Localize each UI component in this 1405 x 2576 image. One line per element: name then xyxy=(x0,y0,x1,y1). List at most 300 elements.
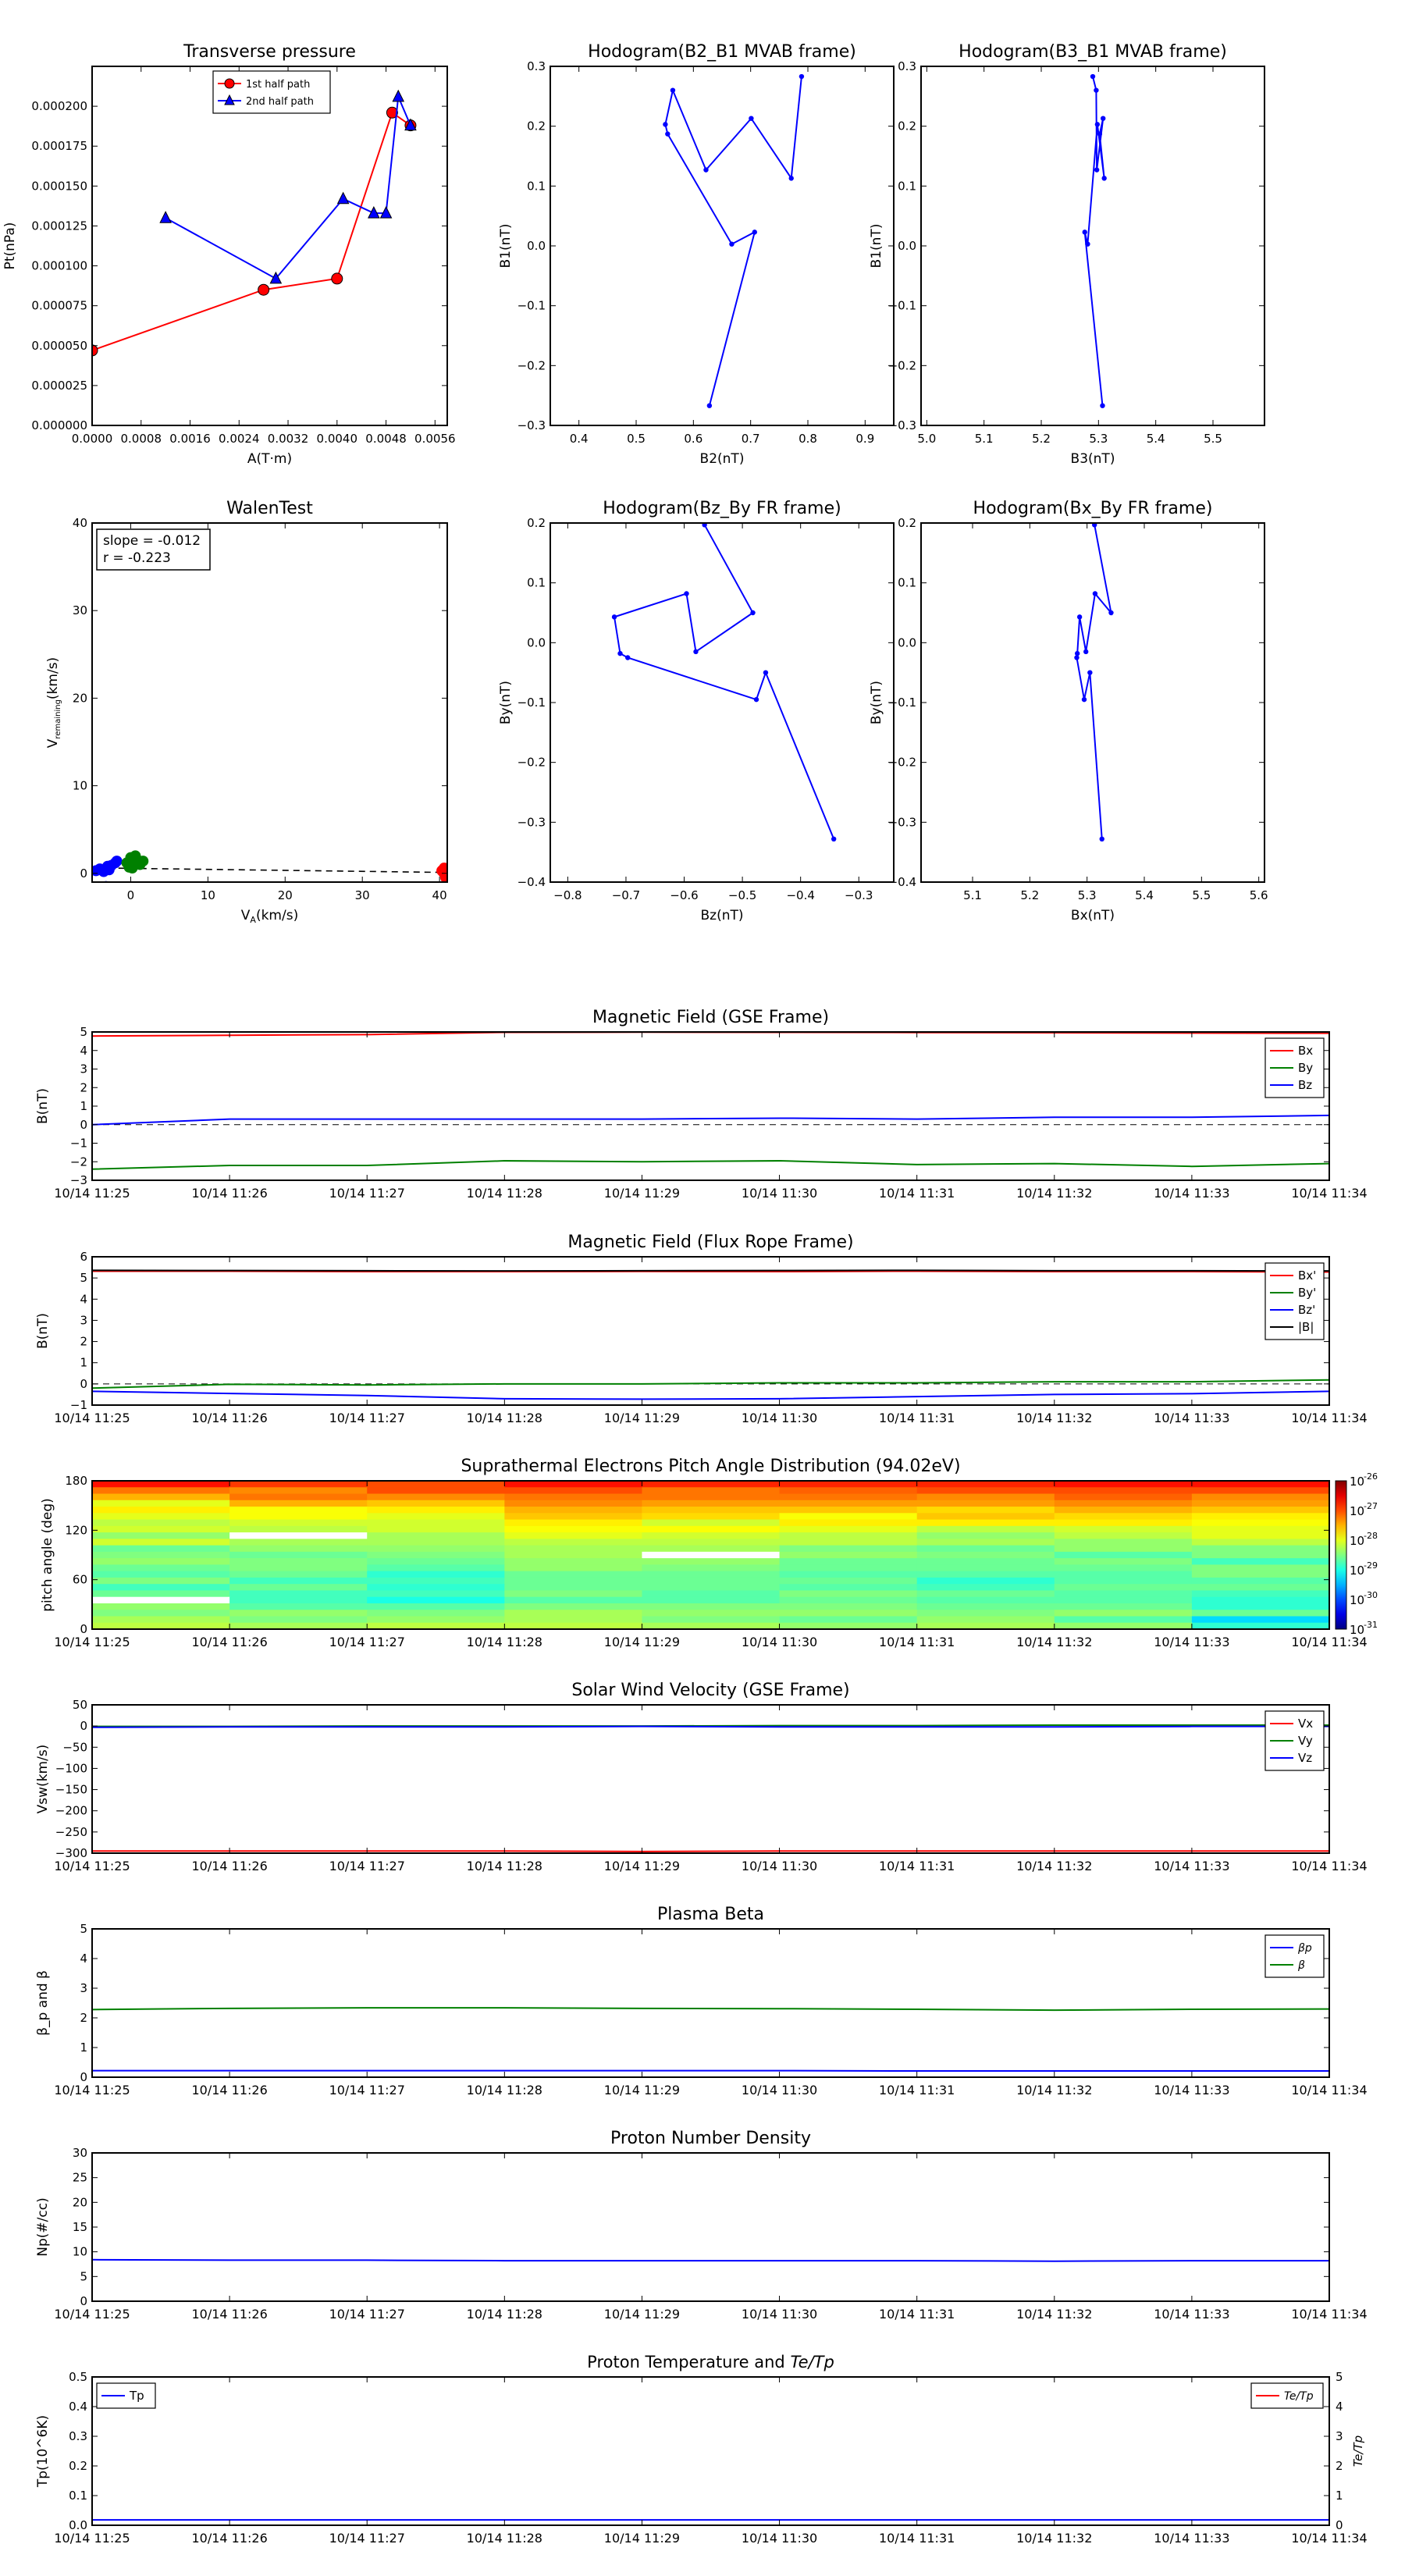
axes-frame xyxy=(550,66,894,425)
heatmap-cell xyxy=(367,1603,505,1610)
x-tick-label: 10/14 11:33 xyxy=(1154,1186,1230,1201)
y-tick-label: 120 xyxy=(65,1523,87,1538)
series-0-point xyxy=(1101,176,1106,180)
heatmap-cell xyxy=(92,1494,230,1501)
y2-axis-label: Te/Tp xyxy=(1351,2435,1365,2467)
legend-label: Bz' xyxy=(1298,1303,1316,1317)
y-tick-label: 0.000075 xyxy=(31,298,87,313)
x-tick-label: 5.6 xyxy=(1249,888,1268,902)
chart-title xyxy=(587,2353,834,2371)
x-tick-label: 10/14 11:27 xyxy=(329,1411,405,1425)
plot-area xyxy=(91,850,451,906)
legend-marker xyxy=(225,79,234,88)
series-bz--line xyxy=(92,1391,1329,1399)
heatmap-cell xyxy=(642,1616,780,1623)
y-tick-label: 30 xyxy=(72,603,87,618)
x-tick-label: 5.0 xyxy=(917,432,937,446)
series-2nd-half-path-point xyxy=(160,212,171,222)
y2-tick-label: 4 xyxy=(1336,2400,1343,2414)
series-0-point xyxy=(1094,167,1099,172)
x-tick-label: 10/14 11:30 xyxy=(741,2531,818,2546)
axes-frame xyxy=(550,523,894,882)
x-tick-label: 0.4 xyxy=(569,432,589,446)
heatmap-cell xyxy=(642,1578,780,1585)
heatmap-cell xyxy=(642,1597,780,1604)
x-tick-label: 5.1 xyxy=(963,888,982,902)
panel-hodo2 xyxy=(869,42,1264,467)
x-tick-label: 0.0032 xyxy=(267,432,309,446)
x-tick-label: 5.2 xyxy=(1032,432,1051,446)
heatmap-cell xyxy=(917,1578,1055,1585)
heatmap-cell xyxy=(367,1578,505,1585)
panel-tp2 xyxy=(35,2353,1368,2546)
y-axis-label: pitch angle (deg) xyxy=(40,1498,55,1612)
heatmap-cell xyxy=(367,1481,505,1488)
heatmap-cell xyxy=(917,1532,1055,1539)
heatmap-cell xyxy=(780,1584,918,1591)
plot-area xyxy=(1074,522,1113,841)
heatmap-cell xyxy=(367,1571,505,1578)
series-0-point xyxy=(1095,122,1100,126)
x-tick-label: 10/14 11:34 xyxy=(1291,1186,1368,1201)
heatmap-cell xyxy=(917,1526,1055,1533)
chart-title-ratio: Te/Tp xyxy=(790,2353,834,2371)
colorbar-tick-label: 10 xyxy=(1350,1564,1365,1578)
y-tick-label: 2 xyxy=(80,1080,87,1095)
colorbar-tick-label: 10 xyxy=(1350,1504,1365,1518)
x-tick-label: 10/14 11:34 xyxy=(1291,2083,1368,2097)
x-tick-label: 10/14 11:34 xyxy=(1291,2531,1368,2546)
x-tick-label: 5.3 xyxy=(1089,432,1108,446)
plot-area xyxy=(92,2008,1329,2071)
x-tick-label: −0.6 xyxy=(670,888,699,902)
x-tick-label: −0.5 xyxy=(727,888,757,902)
heatmap-cell xyxy=(1192,1539,1330,1546)
series-0-line xyxy=(614,525,834,839)
heatmap-cell xyxy=(504,1532,642,1539)
heatmap-cell xyxy=(229,1616,368,1623)
heatmap-cell xyxy=(92,1487,230,1494)
x-tick-label: 10/14 11:30 xyxy=(741,1411,818,1425)
heatmap-cell xyxy=(780,1616,918,1623)
series-0-point xyxy=(1094,87,1098,92)
heatmap-cell xyxy=(1192,1597,1330,1604)
x-tick-label: 10/14 11:29 xyxy=(603,2307,681,2322)
chart-title: Transverse pressure xyxy=(183,42,356,62)
heatmap-cell xyxy=(642,1494,780,1501)
colorbar-tick-exponent: -30 xyxy=(1364,1590,1378,1600)
y2-tick-label: 5 xyxy=(1336,2370,1343,2384)
heatmap-cell xyxy=(229,1532,368,1539)
y-tick-label: 0.0 xyxy=(898,239,916,253)
legend2-label: Te/Tp xyxy=(1284,2390,1314,2403)
y-tick-label: 0.000025 xyxy=(31,378,87,393)
x-tick-label: 10/14 11:32 xyxy=(1016,2307,1093,2322)
y-tick-label: −0.2 xyxy=(517,358,546,373)
heatmap-cell xyxy=(367,1513,505,1520)
x-tick-label: 10/14 11:25 xyxy=(54,1635,130,1649)
series--b--line xyxy=(92,1270,1329,1271)
x-tick-label: 5.2 xyxy=(1020,888,1040,902)
heatmap-cell xyxy=(1055,1564,1193,1571)
plot-area xyxy=(92,2260,1329,2261)
x-tick-label: 10/14 11:27 xyxy=(329,1186,405,1201)
heatmap-cell xyxy=(917,1584,1055,1591)
heatmap-cell xyxy=(229,1558,368,1565)
heatmap-cell xyxy=(92,1584,230,1591)
colorbar-tick-label: 10 xyxy=(1350,1534,1365,1548)
x-tick-label: 10/14 11:25 xyxy=(54,2307,130,2322)
x-tick-label: 10/14 11:32 xyxy=(1016,1859,1093,1873)
legend-label: Bx xyxy=(1298,1044,1314,1058)
axes-frame xyxy=(92,1929,1329,2077)
x-tick-label: 0.0000 xyxy=(71,432,113,446)
x-tick-label: −0.3 xyxy=(845,888,873,902)
y-axis-label: Np(#/cc) xyxy=(35,2197,51,2257)
series-0-point xyxy=(729,242,734,247)
x-tick-label: 0.5 xyxy=(627,432,646,446)
chart-title: WalenTest xyxy=(226,499,313,518)
heatmap-cell xyxy=(917,1603,1055,1610)
y-tick-label: 0.0 xyxy=(898,635,916,650)
y-tick-label: −0.3 xyxy=(517,418,546,432)
heatmap-cell xyxy=(92,1610,230,1617)
heatmap-cell xyxy=(92,1597,230,1604)
heatmap-cell xyxy=(92,1526,230,1533)
heatmap-cell xyxy=(367,1584,505,1591)
y-tick-label: 40 xyxy=(72,516,87,530)
x-tick-label: 10/14 11:25 xyxy=(54,1411,130,1425)
heatmap-cell xyxy=(917,1564,1055,1571)
heatmap-cell xyxy=(780,1500,918,1507)
panel-hodo3 xyxy=(498,499,894,923)
legend-label: Bx' xyxy=(1298,1268,1317,1283)
x-tick-label: 10/14 11:33 xyxy=(1154,2531,1230,2546)
heatmap-cell xyxy=(229,1610,368,1617)
heatmap-cell xyxy=(780,1513,918,1520)
x-axis-label xyxy=(241,908,298,925)
heatmap-cell xyxy=(504,1564,642,1571)
heatmap-cell xyxy=(1055,1526,1193,1533)
heatmap-cell xyxy=(367,1597,505,1604)
y-tick-label: 20 xyxy=(72,691,87,706)
axes-frame xyxy=(92,2377,1329,2525)
x-tick-label: 5.5 xyxy=(1192,888,1211,902)
x-tick-label: 10/14 11:30 xyxy=(741,1859,818,1873)
heatmap-cell xyxy=(642,1564,780,1571)
chart-title: Proton Number Density xyxy=(610,2129,811,2148)
heatmap-cell xyxy=(504,1552,642,1559)
x-tick-label: 40 xyxy=(432,888,447,902)
x-tick-label: 10/14 11:26 xyxy=(191,1635,268,1649)
x-tick-label: 5.4 xyxy=(1146,432,1165,446)
heatmap-cell xyxy=(1192,1507,1330,1514)
annotation-text: slope = -0.012 xyxy=(103,533,201,549)
x-tick-label: −0.7 xyxy=(611,888,641,902)
x-tick-label: 10/14 11:26 xyxy=(191,1411,268,1425)
heatmap-cell xyxy=(1055,1487,1193,1494)
heatmap-cell xyxy=(1055,1584,1193,1591)
plot-area xyxy=(92,1725,1329,1852)
heatmap-cell xyxy=(642,1590,780,1597)
heatmap-cell xyxy=(504,1610,642,1617)
y2-tick-label: 3 xyxy=(1336,2429,1343,2443)
colorbar-tick-exponent: -27 xyxy=(1364,1501,1378,1511)
panel-beta xyxy=(35,1905,1368,2097)
x-tick-label: 10/14 11:32 xyxy=(1016,1186,1093,1201)
y-tick-label: 60 xyxy=(72,1572,87,1587)
heatmap-cell xyxy=(229,1494,368,1501)
chart-title: Hodogram(B2_B1 MVAB frame) xyxy=(588,42,856,62)
x-tick-label: 10/14 11:26 xyxy=(191,1859,268,1873)
heatmap-cell xyxy=(367,1526,505,1533)
heatmap-cell xyxy=(1192,1481,1330,1488)
heatmap-cell xyxy=(229,1584,368,1591)
heatmap-cell xyxy=(780,1520,918,1527)
y-tick-label: 0.2 xyxy=(898,119,916,133)
heatmap-cell xyxy=(917,1610,1055,1617)
series-0-point xyxy=(1087,670,1092,674)
x-tick-label: 10/14 11:34 xyxy=(1291,1411,1368,1425)
x-tick-label: 0.0048 xyxy=(365,432,407,446)
series-0-point xyxy=(617,651,622,656)
heatmap-cell xyxy=(1192,1610,1330,1617)
y-tick-label: −0.2 xyxy=(887,358,916,373)
x-tick-label: 5.3 xyxy=(1077,888,1097,902)
x-tick-label: 10/14 11:31 xyxy=(879,2531,955,2546)
y2-tick-label: 1 xyxy=(1336,2489,1343,2503)
chart-title: Magnetic Field (Flux Rope Frame) xyxy=(567,1233,854,1252)
heatmap-cell xyxy=(1192,1578,1330,1585)
x-tick-label: 0 xyxy=(126,888,135,902)
y-tick-label: 3 xyxy=(80,1062,87,1076)
y-tick-label: −0.4 xyxy=(517,875,546,889)
y-tick-label: −300 xyxy=(55,1846,87,1860)
x-tick-label: 10/14 11:26 xyxy=(191,2307,268,2322)
x-tick-label: 0.0040 xyxy=(316,432,358,446)
y-tick-label: 6 xyxy=(80,1250,87,1264)
series-0-point xyxy=(752,229,757,234)
heatmap-cell xyxy=(642,1539,780,1546)
series-0-point xyxy=(1082,697,1087,702)
y-axis-label: β_p and β xyxy=(35,1970,51,2036)
series-1-point xyxy=(137,856,148,866)
heatmap-cell xyxy=(1055,1539,1193,1546)
series-0-point xyxy=(831,837,836,841)
heatmap-cell xyxy=(1055,1532,1193,1539)
heatmap-cell xyxy=(1192,1603,1330,1610)
heatmap-cell xyxy=(367,1564,505,1571)
heatmap-cell xyxy=(1055,1597,1193,1604)
y-tick-label: 15 xyxy=(72,2220,87,2234)
heatmap-cell xyxy=(229,1481,368,1488)
heatmap-cell xyxy=(92,1500,230,1507)
x-tick-label: 10/14 11:34 xyxy=(1291,1635,1368,1649)
x-tick-label: 10/14 11:25 xyxy=(54,1186,130,1201)
heatmap-cell xyxy=(1055,1558,1193,1565)
x-tick-label: 10/14 11:31 xyxy=(879,1859,955,1873)
y-tick-label: 0.2 xyxy=(527,516,546,530)
legend-label: Tp xyxy=(130,2389,144,2403)
legend-label: Bz xyxy=(1298,1078,1313,1092)
plot-area xyxy=(87,91,416,356)
y-tick-label: 3 xyxy=(80,1981,87,1995)
x-tick-label: 10/14 11:26 xyxy=(191,2083,268,2097)
heatmap-cell xyxy=(504,1481,642,1488)
y-tick-label: −3 xyxy=(69,1173,87,1187)
colorbar xyxy=(1336,1481,1346,1629)
heatmap-cell xyxy=(92,1564,230,1571)
y-tick-label: −0.1 xyxy=(887,696,916,710)
y-tick-label: 2 xyxy=(80,2011,87,2025)
heatmap-cell xyxy=(1055,1552,1193,1559)
x-tick-label: 10/14 11:32 xyxy=(1016,1411,1093,1425)
y-tick-label: 0.000100 xyxy=(31,258,87,273)
heatmap-cell xyxy=(780,1578,918,1585)
y-tick-label: 5 xyxy=(80,1271,87,1286)
x-tick-label: 10/14 11:29 xyxy=(603,2531,681,2546)
heatmap-cell xyxy=(642,1610,780,1617)
x-tick-label: 10/14 11:27 xyxy=(329,1859,405,1873)
x-tick-label: 10/14 11:27 xyxy=(329,1635,405,1649)
legend-box xyxy=(1265,1935,1324,1977)
plot-area xyxy=(92,1270,1329,1399)
heatmap-cell xyxy=(1192,1552,1330,1559)
panel-bfr xyxy=(35,1233,1368,1425)
heatmap-cell xyxy=(780,1539,918,1546)
series-0-point xyxy=(98,896,108,907)
plot-area xyxy=(92,1032,1329,1169)
y-tick-label: 0.000050 xyxy=(31,338,87,353)
colorbar-tick-label: 10 xyxy=(1350,1623,1365,1637)
x-tick-label: 10/14 11:31 xyxy=(879,1411,955,1425)
y-tick-label: 0.3 xyxy=(898,59,916,73)
x-tick-label: 10/14 11:28 xyxy=(466,2307,542,2322)
x-tick-label: 10/14 11:26 xyxy=(191,2531,268,2546)
heatmap-cell xyxy=(1192,1564,1330,1571)
heatmap-cell xyxy=(1192,1532,1330,1539)
heatmap-cell xyxy=(229,1539,368,1546)
heatmap-cell xyxy=(504,1494,642,1501)
series-0-point xyxy=(1085,242,1090,247)
heatmap-cell xyxy=(642,1513,780,1520)
x-axis-label: B2(nT) xyxy=(699,451,745,467)
heatmap-cell xyxy=(92,1520,230,1527)
series-0-line xyxy=(1076,525,1111,839)
heatmap-cell xyxy=(1192,1546,1330,1553)
y-tick-label: 0 xyxy=(80,1622,87,1636)
heatmap-cell xyxy=(642,1571,780,1578)
colorbar-tick-exponent: -31 xyxy=(1364,1620,1378,1630)
x-tick-label: 5.1 xyxy=(974,432,994,446)
x-tick-label: 10/14 11:33 xyxy=(1154,2083,1230,2097)
annotation-text: r = -0.223 xyxy=(103,550,171,566)
series-1st-half-path-point xyxy=(332,273,343,284)
heatmap-cell xyxy=(504,1558,642,1565)
heatmap-cell xyxy=(1055,1494,1193,1501)
y-tick-label: −1 xyxy=(69,1398,87,1412)
heatmap-cell xyxy=(917,1597,1055,1604)
heatmap-cell xyxy=(367,1500,505,1507)
heatmap-cell xyxy=(917,1552,1055,1559)
heatmap-cell xyxy=(92,1603,230,1610)
heatmap-cell xyxy=(642,1526,780,1533)
y-tick-label: 0.1 xyxy=(527,179,546,194)
chart-title: Hodogram(Bz_By FR frame) xyxy=(603,499,841,518)
legend-label: 2nd half path xyxy=(246,96,314,108)
heatmap-cell xyxy=(1055,1481,1193,1488)
x-tick-label: 10/14 11:25 xyxy=(54,1859,130,1873)
heatmap-cell xyxy=(917,1481,1055,1488)
y-tick-label: 0.0 xyxy=(527,635,546,650)
series-0-point xyxy=(799,74,804,79)
x-tick-label: 0.0016 xyxy=(169,432,211,446)
panel-np xyxy=(35,2129,1368,2322)
heatmap-cell xyxy=(229,1507,368,1514)
series-0-point xyxy=(1090,74,1095,79)
heatmap-cell xyxy=(92,1481,230,1488)
series-0-point xyxy=(670,87,675,92)
series-1st-half-path-line xyxy=(92,112,411,350)
y-axis-label: Pt(nPa) xyxy=(2,222,18,270)
series-0-point xyxy=(693,649,698,654)
heatmap-cell xyxy=(92,1571,230,1578)
series-0-point xyxy=(663,122,667,126)
y-axis-label-sub: remaining xyxy=(54,699,62,739)
heatmap-cell xyxy=(92,1590,230,1597)
series-0-point xyxy=(763,670,768,674)
series-0-point xyxy=(1077,614,1082,619)
y-axis-label: By(nT) xyxy=(869,680,884,725)
heatmap-cell xyxy=(504,1520,642,1527)
heatmap-cell xyxy=(780,1558,918,1565)
y-tick-label: 0.4 xyxy=(69,2400,87,2414)
series-0-point xyxy=(1097,131,1102,136)
heatmap-cell xyxy=(780,1546,918,1553)
heatmap-cell xyxy=(780,1590,918,1597)
heatmap-cell xyxy=(1055,1610,1193,1617)
axes-frame xyxy=(92,1032,1329,1180)
heatmap-cell xyxy=(504,1597,642,1604)
heatmap-cell xyxy=(642,1532,780,1539)
y-axis-label: By(nT) xyxy=(498,680,514,725)
series-0-point xyxy=(707,404,712,408)
series-0-point xyxy=(612,614,617,619)
y-tick-label: 0.000200 xyxy=(31,99,87,114)
heatmap-cell xyxy=(1192,1487,1330,1494)
chart-title: Hodogram(Bx_By FR frame) xyxy=(973,499,1213,518)
y-tick-label: 0.2 xyxy=(69,2459,87,2473)
x-tick-label: 10/14 11:25 xyxy=(54,2531,130,2546)
heatmap-cell xyxy=(1055,1513,1193,1520)
axes-frame xyxy=(92,66,447,425)
heatmap-cell xyxy=(367,1532,505,1539)
y-tick-label: −100 xyxy=(55,1761,87,1776)
x-tick-label: 10/14 11:31 xyxy=(879,2083,955,2097)
heatmap-cell xyxy=(1192,1526,1330,1533)
heatmap-cell xyxy=(504,1507,642,1514)
heatmap-cell xyxy=(504,1546,642,1553)
legend-label: Vy xyxy=(1298,1734,1313,1748)
x-tick-label: 10/14 11:32 xyxy=(1016,2083,1093,2097)
y-tick-label: −0.3 xyxy=(887,815,916,830)
x-tick-label: 10/14 11:27 xyxy=(329,2083,405,2097)
heatmap-cell xyxy=(917,1539,1055,1546)
x-tick-label: 10/14 11:31 xyxy=(879,1635,955,1649)
series-by-line xyxy=(92,1161,1329,1169)
y-tick-label: 3 xyxy=(80,1313,87,1328)
y-tick-label: 4 xyxy=(80,1043,87,1058)
